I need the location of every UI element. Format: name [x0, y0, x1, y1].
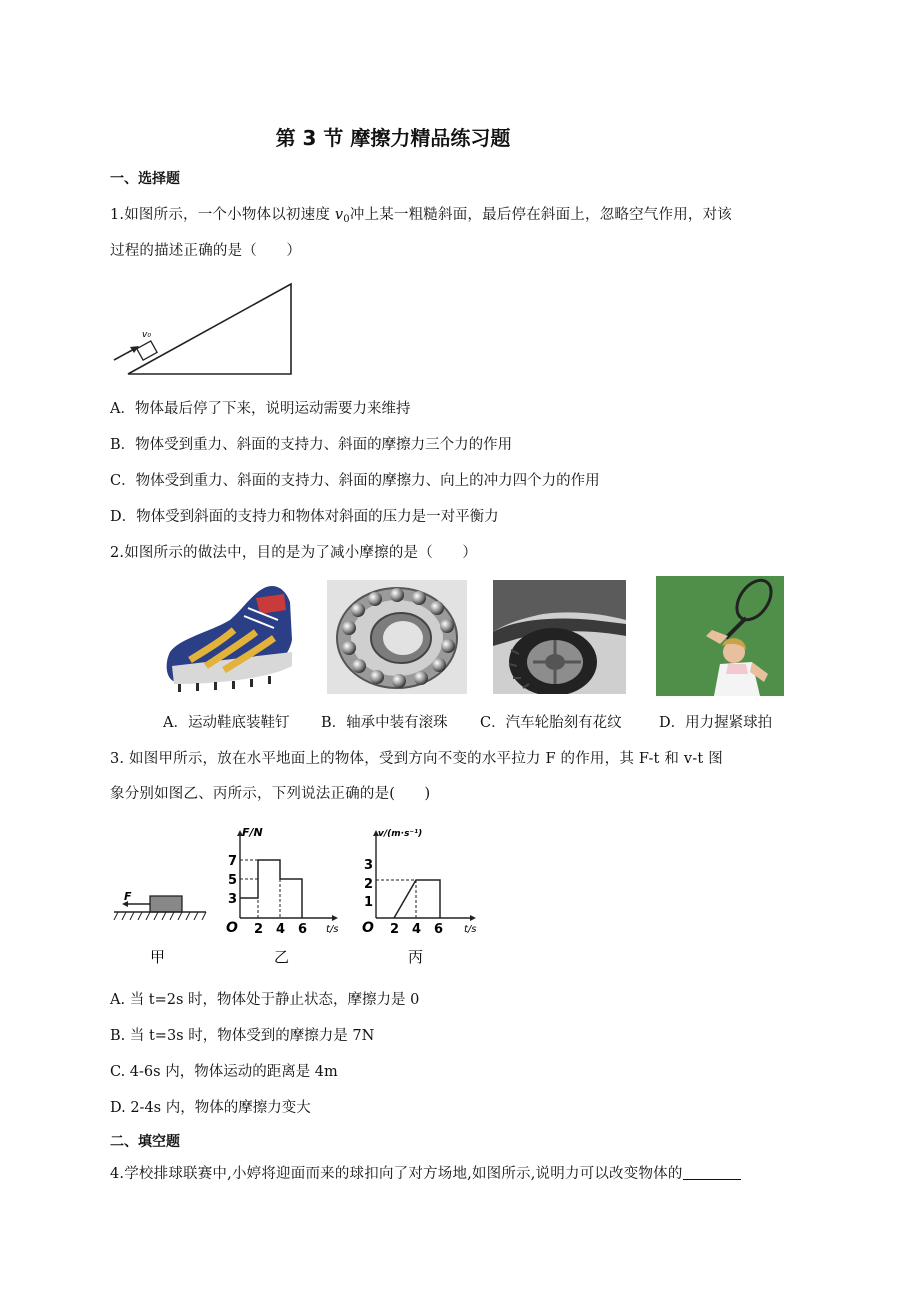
q3-option-a: A. 当 t=2s 时，物体处于静止状态，摩擦力是 0	[110, 992, 420, 1008]
v-tick-x4: 4	[412, 922, 422, 937]
q4-text: 4.学校排球联赛中,小婷将迎面而来的球扣向了对方场地,如图所示,说明力可以改变物体的	[110, 1166, 683, 1182]
spiked-shoe-image	[160, 580, 294, 694]
f-tick-x6: 6	[298, 922, 308, 937]
q2-caption-a: A．运动鞋底装鞋钉	[163, 715, 290, 731]
q3-option-b: B. 当 t=3s 时，物体受到的摩擦力是 7N	[110, 1028, 375, 1044]
tennis-player-image	[656, 576, 784, 696]
figure-jia	[112, 880, 208, 970]
q2-caption-c: C．汽车轮胎刻有花纹	[480, 715, 622, 731]
question-3-line-2: 象分别如图乙、丙所示，下列说法正确的是( )	[110, 786, 431, 802]
page-title: 第 3 节 摩擦力精品练习题	[275, 126, 511, 150]
question-1-line-1	[110, 203, 732, 225]
q1-v-symbol: v	[334, 207, 344, 223]
f-graph-origin: O	[226, 920, 238, 936]
v-graph-origin: O	[362, 920, 374, 936]
v-tick-x2: 2	[390, 922, 400, 937]
fig-label-jia: 甲	[150, 948, 166, 966]
question-1-line-2: 过程的描述正确的是（ ）	[110, 243, 302, 259]
v0-label: v₀	[142, 330, 151, 340]
v-graph-xlabel: t/s	[464, 924, 477, 935]
q3-option-d: D. 2-4s 内，物体的摩擦力变大	[110, 1100, 311, 1116]
q2-caption-d: D．用力握紧球拍	[659, 715, 773, 731]
incline-figure	[108, 280, 308, 380]
v-tick-3: 3	[364, 858, 374, 873]
v-tick-2: 2	[364, 877, 374, 892]
fig-label-bing: 丙	[408, 948, 424, 966]
f-graph-line	[240, 860, 302, 918]
f-tick-5: 5	[228, 873, 238, 888]
v-graph-guides	[376, 880, 416, 918]
f-graph-xlabel: t/s	[326, 924, 339, 935]
f-tick-3: 3	[228, 892, 238, 907]
figure-bing-v-t-graph	[358, 822, 494, 970]
q4-answer-blank[interactable]	[683, 1165, 741, 1180]
figure-yi-f-t-graph	[222, 822, 352, 970]
f-tick-x2: 2	[254, 922, 264, 937]
section-heading-choice: 一、选择题	[110, 171, 180, 187]
v-graph-line	[394, 880, 440, 918]
force-label: F	[124, 890, 132, 903]
q2-caption-b: B．轴承中装有滚珠	[321, 715, 448, 731]
v-tick-1: 1	[364, 895, 374, 910]
question-3-line-1: 3. 如图甲所示，放在水平地面上的物体，受到方向不变的水平拉力 F 的作用，其 F-t 和 v-t 图	[110, 751, 723, 767]
incline-triangle	[128, 284, 291, 374]
f-tick-x4: 4	[276, 922, 286, 937]
block-on-incline	[137, 341, 157, 360]
q1-option-d: D．物体受到斜面的支持力和物体对斜面的压力是一对平衡力	[110, 509, 499, 525]
q1-suffix: 冲上某一粗糙斜面，最后停在斜面上，忽略空气作用，对该	[349, 207, 733, 223]
q1-option-c: C．物体受到重力、斜面的支持力、斜面的摩擦力、向上的冲力四个力的作用	[110, 473, 600, 489]
v-tick-x6: 6	[434, 922, 444, 937]
f-graph-ylabel: F/N	[242, 826, 263, 839]
car-tire-image	[493, 580, 626, 694]
fig-label-yi: 乙	[274, 948, 290, 966]
q1-option-a: A．物体最后停了下来，说明运动需要力来维持	[110, 401, 411, 417]
q1-v-subscript: 0	[343, 214, 350, 225]
f-tick-7: 7	[228, 854, 238, 869]
section-heading-fill: 二、填空题	[110, 1134, 180, 1150]
q1-option-b: B．物体受到重力、斜面的支持力、斜面的摩擦力三个力的作用	[110, 437, 513, 453]
ball-bearing-image	[327, 580, 467, 694]
box-block	[150, 896, 182, 912]
q3-option-c: C. 4-6s 内，物体运动的距离是 4m	[110, 1064, 338, 1080]
q1-prefix: 1.如图所示，一个小物体以初速度	[110, 207, 335, 223]
f-graph-guides	[240, 860, 280, 918]
question-4-stem	[110, 1162, 741, 1183]
question-2-stem: 2.如图所示的做法中，目的是为了减小摩擦的是（ ）	[110, 545, 478, 561]
v-graph-ylabel: v/(m·s⁻¹)	[378, 829, 423, 839]
